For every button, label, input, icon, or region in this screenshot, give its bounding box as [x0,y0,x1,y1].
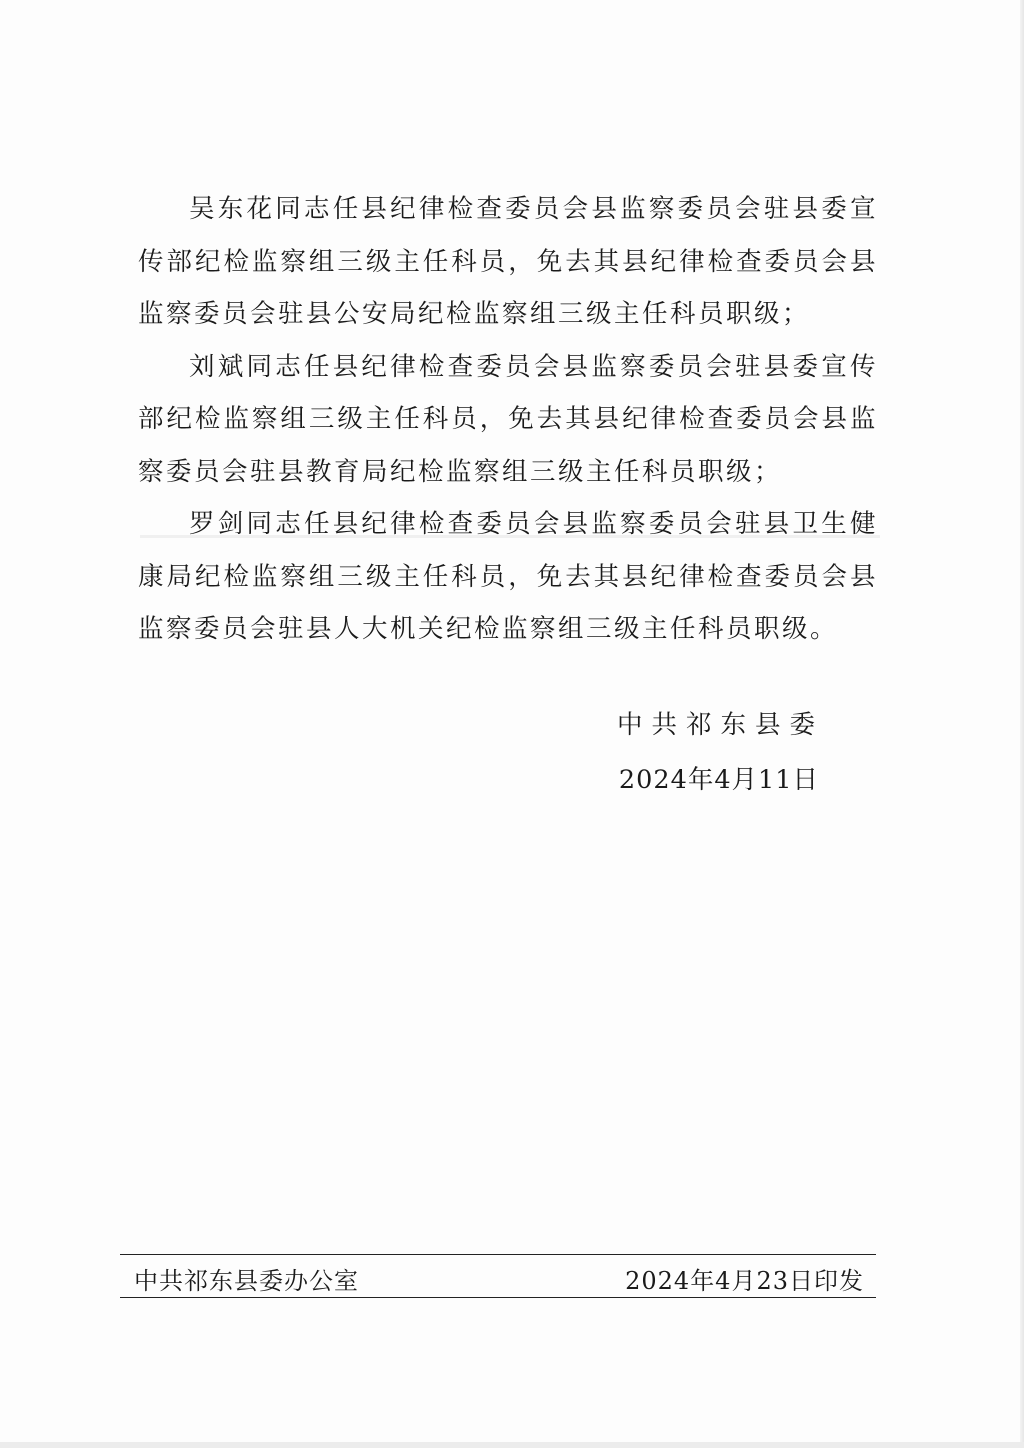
footer-print-date: 2024年4月23日印发 [625,1267,864,1295]
signature-organization: 中共祁东县委 [616,710,824,740]
page-edge-right [1020,0,1024,1448]
appointment-paragraph-3: 罗剑同志任县纪律检查委员会县监察委员会驻县卫生健康局纪检监察组三级主任科员，免去其县纪律检查委员会县监察委员会驻县人大机关纪检监察组三级主任科员职级。 [138,509,878,644]
appointment-paragraph-1: 吴东花同志任县纪律检查委员会县监察委员会驻县委宣传部纪检监察组三级主任科员，免去其县纪律检查委员会县监察委员会驻县公安局纪检监察组三级主任科员职级； [138,194,878,329]
signature-date: 2024年4月11日 [618,765,819,795]
page-edge-bottom [0,1442,1024,1448]
footer-issuer: 中共祁东县委办公室 [134,1267,359,1295]
footer-top-rule [120,1254,876,1255]
appointment-paragraph-2: 刘斌同志任县纪律检查委员会县监察委员会驻县委宣传部纪检监察组三级主任科员，免去其县纪律检查委员会县监察委员会驻县教育局纪检监察组三级主任科员职级； [138,351,878,487]
document-body [138,183,878,656]
footer-bottom-rule [120,1297,876,1298]
